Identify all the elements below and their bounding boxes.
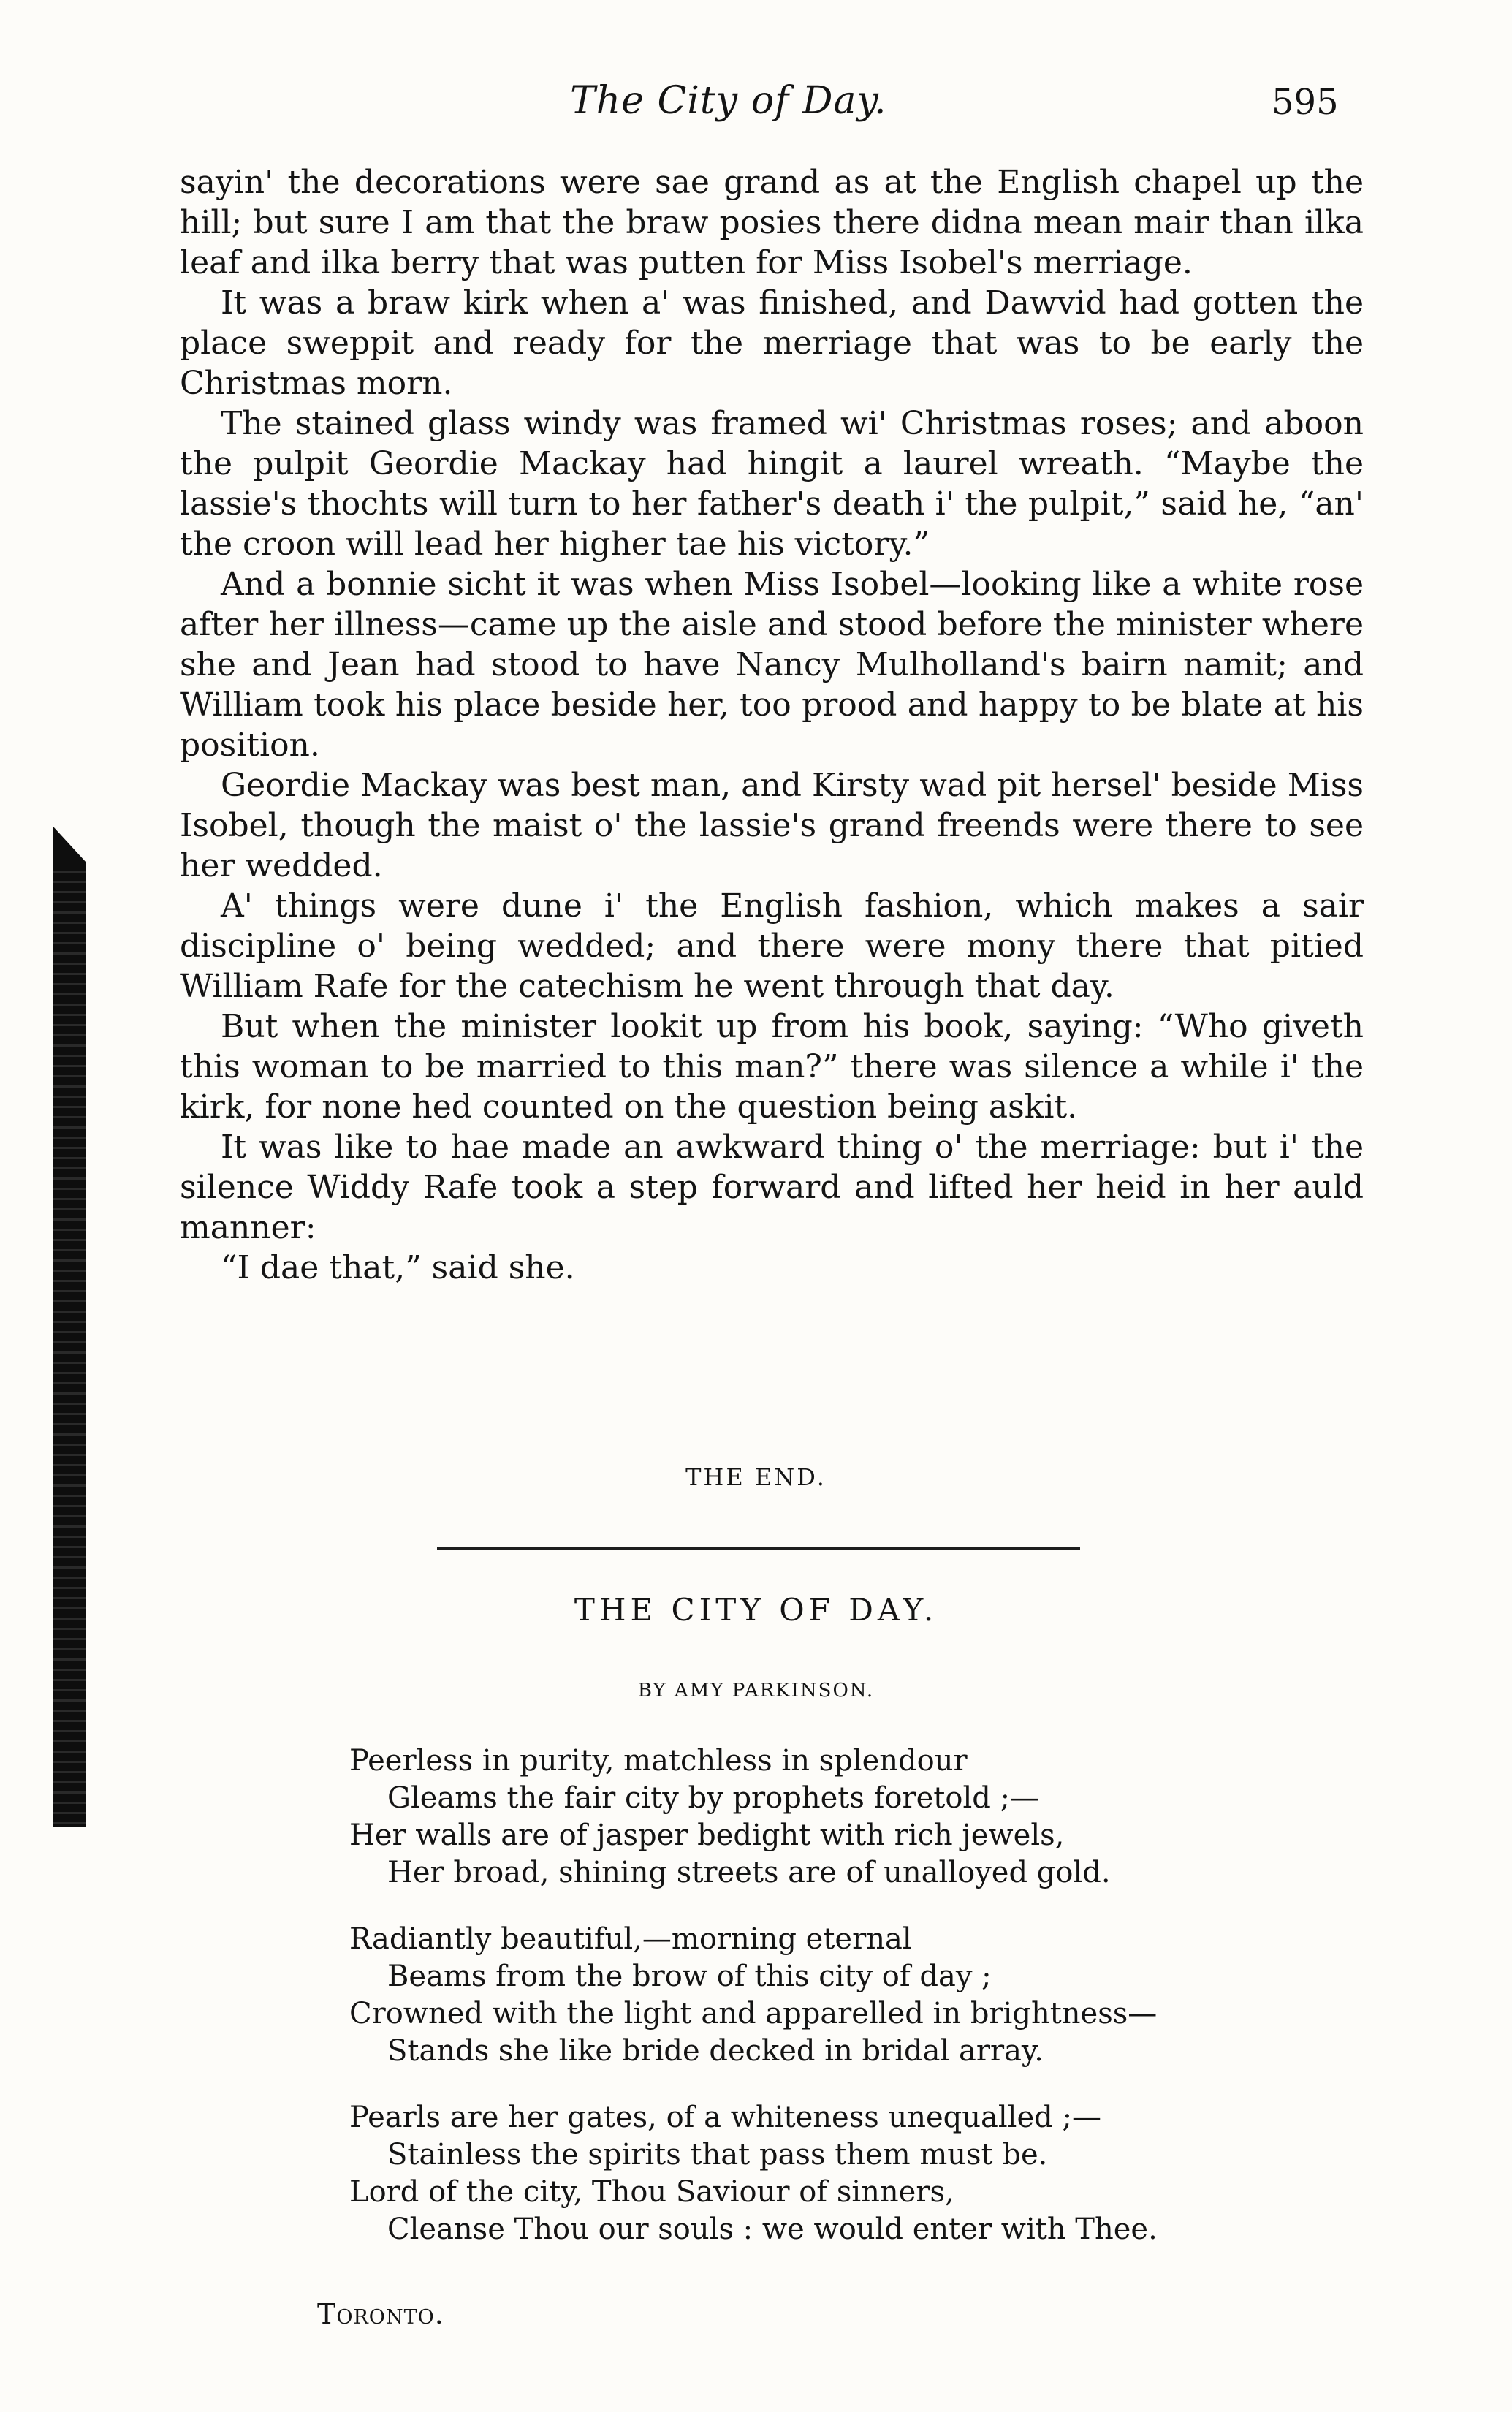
poem-body (349, 1742, 1372, 2278)
story-body (180, 162, 1364, 1288)
poem-title: THE CITY OF DAY. (574, 1592, 938, 1628)
story-paragraph: And a bonnie sicht it was when Miss Isobel—looking like a white rose after her illness—came up the aisle and stood before the minister where she and Jean had stood to have Nancy Mulholland's bairn namit; and William took his place beside her, too prood and happy to be blate at his position. (180, 566, 1364, 764)
poem-byline: BY AMY PARKINSON. (637, 1680, 875, 1702)
story-paragraph: It was like to hae made an awkward thing o' the merriage: but i' the silence Widdy Rafe took a step forward and lifted her heid in her auld manner: (180, 1129, 1364, 1246)
poem-line: Her broad, shining streets are of unalloyed gold. (387, 1856, 1111, 1889)
story-paragraph: But when the minister lookit up from his book, saying: “Who giveth this woman to be married to this man?” there was silence a while i' the kirk, for none hed counted on the question being askit. (180, 1008, 1364, 1126)
story-paragraph: The stained glass windy was framed wi' Christmas roses; and aboon the pulpit Geordie Mackay had hingit a laurel wreath. “Maybe the lassie's thochts will turn to her father's death i' the pulpit,” said he, “an' the croon will lead her higher tae his victory.” (180, 405, 1364, 563)
section-divider (437, 1547, 1080, 1550)
story-paragraph: “I dae that,” said she. (221, 1249, 575, 1286)
poem-stanza (349, 2099, 1372, 2248)
running-title: The City of Day. (570, 79, 887, 123)
story-paragraph: A' things were dune i' the English fashion, which makes a sair discipline o' being wedded; and there were mony there that pitied William Rafe for the catechism he went through that day. (180, 887, 1364, 1005)
poem-place: Toronto. (317, 2298, 444, 2330)
poem-line: Beams from the brow of this city of day ; (387, 1960, 992, 1993)
poem-line: Her walls are of jasper bedight with rich jewels, (349, 1819, 1065, 1852)
story-paragraph: Geordie Mackay was best man, and Kirsty wad pit hersel' beside Miss Isobel, though the maist o' the lassie's grand freends were there to see her wedded. (180, 767, 1364, 884)
the-end-label: THE END. (685, 1463, 827, 1491)
story-paragraph: sayin' the decorations were sae grand as at the English chapel up the hill; but sure I am that the braw posies there didna mean mair than ilka leaf and ilka berry that was putten for Miss Isobel's merriage. (180, 164, 1364, 281)
page-header (0, 79, 1512, 137)
poem-line: Stainless the spirits that pass them must be. (387, 2138, 1048, 2172)
poem-line: Stands she like bride decked in bridal array. (387, 2034, 1044, 2068)
poem-line: Peerless in purity, matchless in splendour (349, 1744, 968, 1778)
poem-line: Gleams the fair city by prophets foretold ;— (387, 1781, 1040, 1815)
poem-line: Pearls are her gates, of a whiteness unequalled ;— (349, 2101, 1101, 2134)
poem-line: Radiantly beautiful,—morning eternal (349, 1922, 912, 1956)
poem-stanza (349, 1921, 1372, 2070)
story-paragraph: It was a braw kirk when a' was finished, and Dawvid had gotten the place sweppit and ready for the merriage that was to be early the Christmas morn. (180, 284, 1364, 402)
poem-line: Cleanse Thou our souls : we would enter with Thee. (387, 2212, 1158, 2246)
poem-line: Lord of the city, Thou Saviour of sinners, (349, 2175, 954, 2209)
poem-line: Crowned with the light and apparelled in brightness— (349, 1997, 1158, 2030)
poem-stanza (349, 1742, 1372, 1892)
page-number: 595 (1272, 82, 1339, 123)
